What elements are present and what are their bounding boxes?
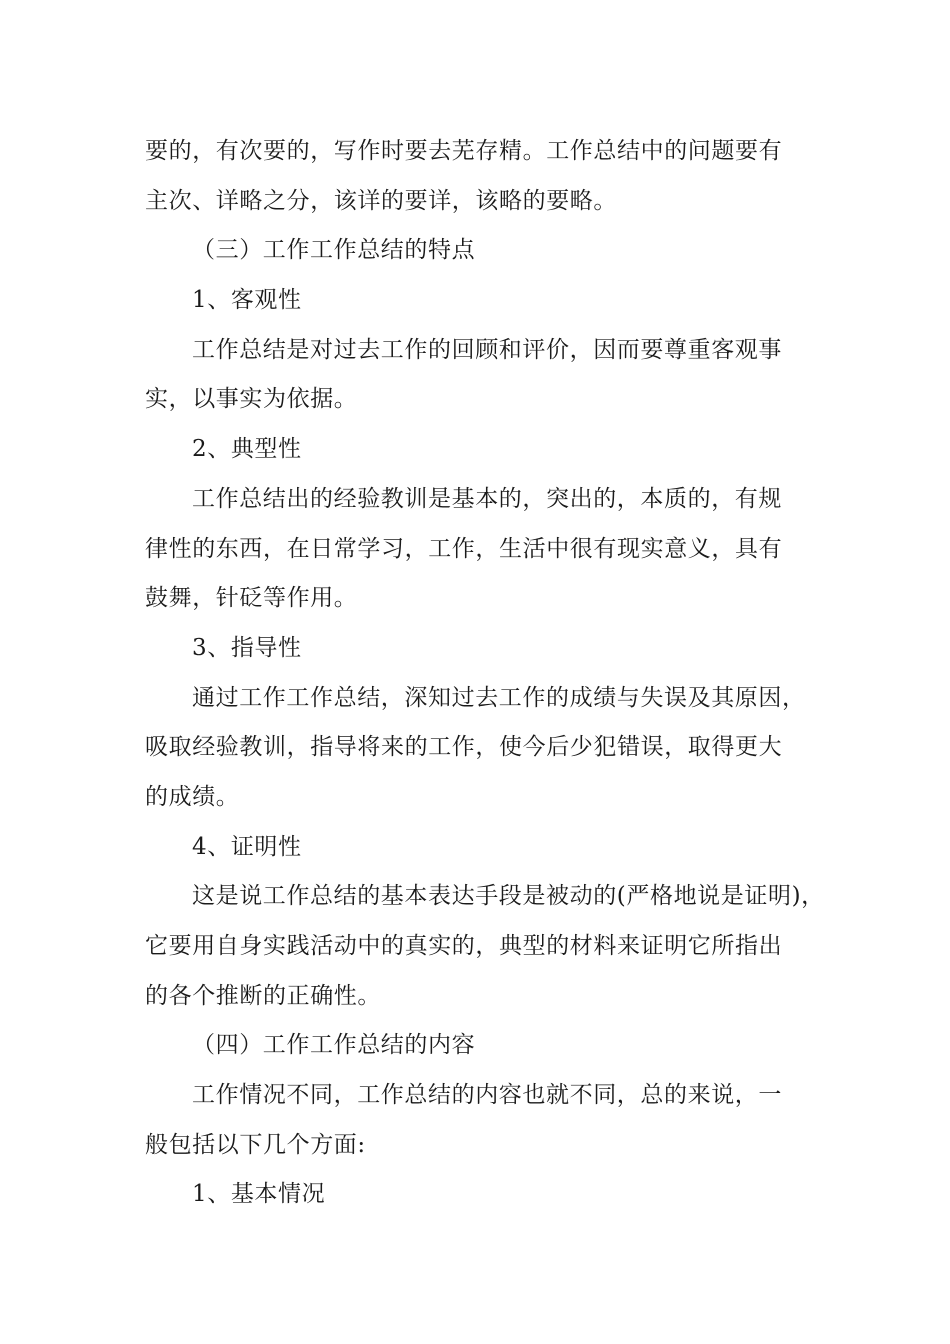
text-line: 通过工作工作总结，深知过去工作的成绩与失误及其原因， <box>192 684 806 711</box>
section-heading: （四）工作工作总结的内容 <box>192 1032 476 1059</box>
subheading: 1、基本情况 <box>192 1181 326 1208</box>
subheading: 4、证明性 <box>192 833 302 860</box>
text-line: 鼓舞，针砭等作用。 <box>145 585 358 612</box>
section-heading: （三）工作工作总结的特点 <box>192 237 476 264</box>
document-body <box>145 127 825 1220</box>
text-line: 工作总结是对过去工作的回顾和评价，因而要尊重客观事 <box>192 336 782 363</box>
subheading: 3、指导性 <box>192 634 302 661</box>
text-line: 要的，有次要的，写作时要去芜存精。工作总结中的问题要有 <box>145 138 783 164</box>
text-line: 的成绩。 <box>145 783 240 810</box>
text-line: 的各个推断的正确性。 <box>145 982 381 1009</box>
text-line: 主次、详略之分，该详的要详，该略的要略。 <box>145 187 617 214</box>
text-line: 实，以事实为依据。 <box>145 386 358 413</box>
text-line: 这是说工作总结的基本表达手段是被动的(严格地说是证明)， <box>192 883 825 910</box>
text-line: 工作总结出的经验教训是基本的，突出的，本质的，有规 <box>192 485 782 512</box>
text-line: 它要用自身实践活动中的真实的，典型的材料来证明它所指出 <box>145 933 783 959</box>
text-line: 吸取经验教训，指导将来的工作，使今后少犯错误，取得更大 <box>145 734 783 761</box>
subheading: 2、典型性 <box>192 436 302 463</box>
text-line: 般包括以下几个方面: <box>145 1131 366 1158</box>
text-line: 工作情况不同，工作总结的内容也就不同，总的来说，一 <box>192 1082 782 1109</box>
subheading: 1、客观性 <box>192 287 302 314</box>
text-line: 律性的东西，在日常学习，工作，生活中很有现实意义，具有 <box>145 535 783 562</box>
